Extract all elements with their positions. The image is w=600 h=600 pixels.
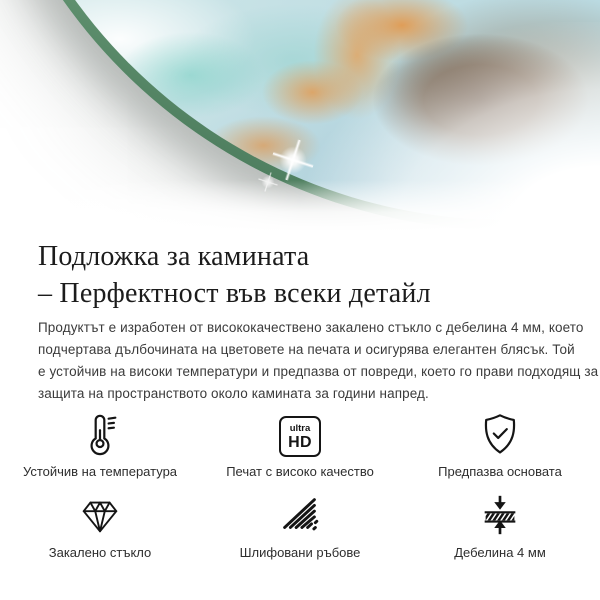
title-line-1: Подложка за камината <box>38 241 310 272</box>
thermometer-icon <box>77 411 123 457</box>
feature-label: Закалено стъкло <box>48 545 152 560</box>
content-area <box>0 238 600 405</box>
ultra-hd-icon <box>279 411 321 457</box>
description-line: защита на пространството около камината за години напред. <box>38 386 429 401</box>
thickness-arrows-icon <box>477 492 523 538</box>
feature-item-protects-base <box>405 411 595 480</box>
description-line: е устойчив на високи температури и предпазва от повреди, което го прави подходящ за <box>38 364 599 379</box>
feature-grid <box>0 411 600 561</box>
feature-label: Предпазва основата <box>438 464 562 479</box>
product-description-text <box>38 317 599 405</box>
image-fade-overlay <box>0 180 600 232</box>
shield-check-icon <box>477 411 523 457</box>
feature-item-tempered-glass <box>5 492 195 561</box>
feature-label: Шлифовани ръбове <box>239 545 361 560</box>
ultra-hd-badge <box>279 416 321 457</box>
feature-label: Дебелина 4 мм <box>454 545 546 560</box>
title-line-2: – Перфектност във всеки детайл <box>38 278 431 309</box>
diamond-icon <box>77 492 123 538</box>
product-image <box>0 0 600 232</box>
feature-label: Устойчив на температура <box>22 464 178 479</box>
feature-item-thickness <box>405 492 595 561</box>
ultra-hd-text-bottom: HD <box>288 433 312 451</box>
feature-item-temperature <box>5 411 195 480</box>
ultra-hd-text-top: ultra <box>289 422 311 434</box>
description-line: подчертава дълбочината на цветовете на печата и осигурява елегантен блясък. Той <box>38 342 575 357</box>
polished-edges-icon <box>277 492 323 538</box>
feature-label: Печат с високо качество <box>226 464 374 479</box>
description-line: Продуктът е изработен от висококачествено закалено стъкло с дебелина 4 мм, което <box>38 320 584 335</box>
page-title <box>38 238 566 312</box>
feature-item-polished-edges <box>205 492 395 561</box>
feature-item-print-quality <box>205 411 395 480</box>
